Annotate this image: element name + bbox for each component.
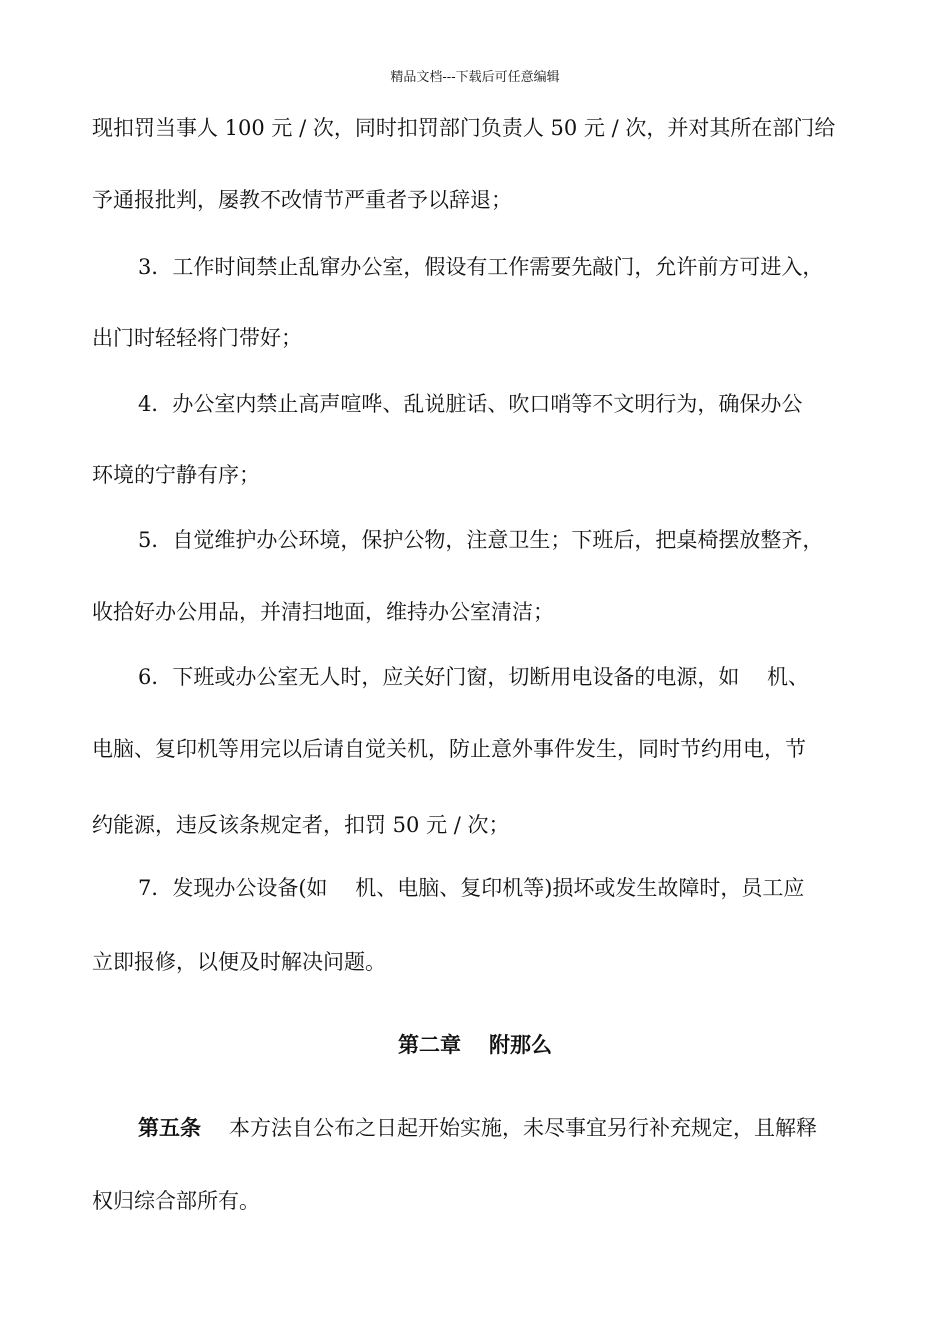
article-five xyxy=(138,1113,872,1143)
paragraph-line: 7．发现办公设备(如 机、电脑、复印机等)损坏或发生故障时，员工应 xyxy=(138,876,805,900)
paragraph-line: 予通报批判，屡教不改情节严重者予以辞退； xyxy=(92,188,512,212)
article-text: 本方法自公布之日起开始实施，未尽事宜另行补充规定，且解释 xyxy=(229,1116,817,1140)
paragraph-line: 环境的宁静有序； xyxy=(92,463,260,487)
chapter-heading xyxy=(0,1030,950,1060)
paragraph-line: 6．下班或办公室无人时，应关好门窗，切断用电设备的电源，如 机、 xyxy=(138,665,810,689)
paragraph-line: 3．工作时间禁止乱窜办公室，假设有工作需要先敲门，允许前方可进入， xyxy=(138,255,824,279)
chapter-subtitle: 附那么 xyxy=(489,1032,552,1057)
page-header: 精品文档---下载后可任意编辑 xyxy=(390,70,560,85)
paragraph-line: 5．自觉维护办公环境，保护公物，注意卫生；下班后，把桌椅摆放整齐， xyxy=(138,528,824,552)
paragraph-line: 电脑、复印机等用完以后请自觉关机，防止意外事件发生，同时节约用电，节 xyxy=(92,737,806,761)
paragraph-line: 4．办公室内禁止高声喧哗、乱说脏话、吹口哨等不文明行为，确保办公 xyxy=(138,392,803,416)
paragraph-line: 权归综合部所有。 xyxy=(92,1189,260,1213)
paragraph-line: 出门时轻轻将门带好； xyxy=(92,326,302,350)
chapter-title: 第二章 xyxy=(398,1032,461,1057)
paragraph-line: 约能源，违反该条规定者，扣罚 50 元 / 次； xyxy=(92,813,510,837)
paragraph-line: 收拾好办公用品，并清扫地面，维持办公室清洁； xyxy=(92,600,554,624)
paragraph-line: 立即报修，以便及时解决问题。 xyxy=(92,950,386,974)
paragraph-line: 现扣罚当事人 100 元 / 次，同时扣罚部门负责人 50 元 / 次，并对其所在部门给 xyxy=(92,116,836,140)
article-label: 第五条 xyxy=(138,1115,201,1140)
